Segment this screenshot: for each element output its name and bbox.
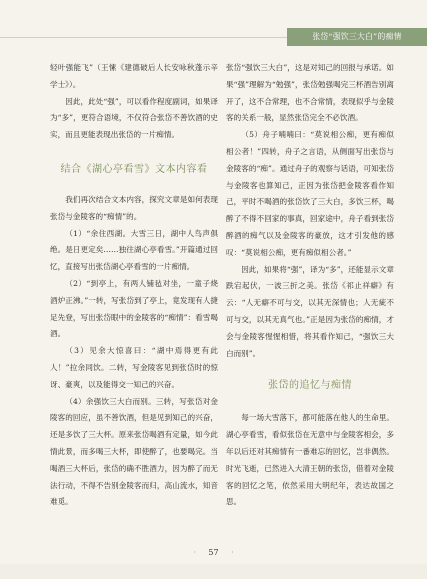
section-title: 张岱的追忆与痴情 bbox=[268, 380, 352, 392]
left-column bbox=[50, 60, 218, 511]
footer-dot: · bbox=[193, 548, 196, 557]
paragraph: 轻叶强能飞”（王愫《建德破后人长安咏秋蓬示辛学士》）。 bbox=[50, 63, 218, 89]
header-tag: 张岱“强饮三大白”的痴情 bbox=[287, 28, 427, 46]
page-footer bbox=[0, 548, 427, 557]
footer-band bbox=[0, 564, 427, 579]
paragraph: （3）见余大惊喜曰：“湖中焉得更有此人！”拉余同饮。二转，写金陵客见到张岱时的惊讶、豪爽，以及能得交一知己的兴奋。 bbox=[50, 346, 218, 389]
paragraph: （2）“到亭上，有两人铺毡对坐，一童子烧酒炉正沸。”一转，写张岱到了亭上，竟发现有人捷足先登，写出张岱眼中的金陵客的“痴情”：看雪喝酒。 bbox=[50, 278, 218, 339]
paragraph: 因此，如果将“强”，译为“多”，还能显示文章跌宕起伏，一波三折之美。张岱《祁止祥癖》有云：“人无癖不可与交，以其无深情也；人无疵不可与交，以其无真气也。”正是因为张岱的痴情，才会与金陵客惺惺相惜，将其看作知己，“强饮三大白而别”。 bbox=[226, 264, 394, 358]
footer-dot: · bbox=[231, 548, 234, 557]
paragraph: （4）余强饮三大白而别。三转，写张岱对金陵客的回应，虽不善饮酒，但是见到知己的兴奋，还是多饮了三大杯。原来张岱喝酒有定量，如今此情此景，而多喝三大杯，即使醉了，也要喝完。当喝酒三大杯后，张岱的确不胜酒力，因为醉了而无法行动，不得不告别金陵客而归，高山流水，知音难觅。 bbox=[50, 396, 218, 507]
right-column bbox=[226, 60, 394, 511]
paragraph: 因此，此处“强”，可以看作程度副词，如果译为“多”，更符合语境，不仅符合张岱不善饮酒的史实，而且更能表现出张岱的一片痴情。 bbox=[50, 96, 218, 140]
paragraph: 我们再次结合文本内容，探究文章是如何表现张岱与金陵客的“痴情”的。 bbox=[50, 194, 218, 221]
header-rule bbox=[0, 37, 290, 38]
paragraph: 每一场大雪落下，都可能落在他人的生命里。湖心亭看雪，看似张岱在无意中与金陵客相会，多年以后还对其痴情有一番难忘的回忆，岂非偶然。时光飞逝，已然进入大清王朝的张岱，借着对金陵客的回忆之笔，依然采用大明纪年，表达故国之思。 bbox=[226, 413, 394, 507]
page-number: 57 bbox=[208, 548, 219, 557]
paragraph: （1）“余住西湖。大雪三日，湖中人鸟声俱绝。是日更定矣……独往湖心亭看雪。”开篇通过回忆，直接写出张岱湖心亭看雪的一片痴情。 bbox=[50, 228, 218, 272]
section-title: 结合《湖心亭看雪》文本内容看 bbox=[60, 163, 208, 175]
paragraph: （5）舟子喃喃曰：“莫说相公痴，更有痴似相公者！”四转，舟子之言语，从侧面写出张岱与金陵客的“痴”。通过舟子的观察与话语，可知张岱与金陵客也算知己，正因为张岱把金陵客看作知己，平时不喝酒的张岱饮了三大白，多饮三杯，喝醉了不得不回家的事真，回家途中，舟子看到张岱醉酒的痴气以及金陵客的豪放，这才引发他的感叹：“莫说相公痴，更有痴似相公者。” bbox=[226, 130, 394, 257]
page-header bbox=[0, 28, 427, 46]
paragraph: 张岱“强饮三大白”，这是对知己的回报与承诺。如果“强”理解为“勉强”，张岱勉强喝完三杯酒告别离开了，这不合常理，也不合常情，表现似乎与金陵客的关系一般，显然张岱完全不必饮酒。 bbox=[226, 63, 394, 123]
